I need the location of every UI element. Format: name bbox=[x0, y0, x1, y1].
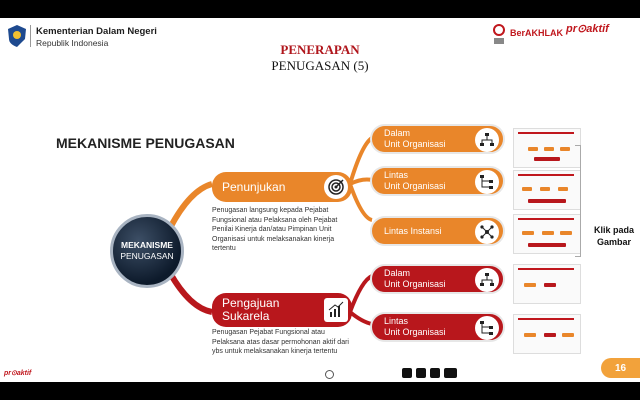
thumbnail-4[interactable] bbox=[513, 264, 581, 304]
sub-dalam-unit-2[interactable] bbox=[370, 264, 505, 294]
target-icon bbox=[324, 175, 348, 199]
org-subtitle: Republik Indonesia bbox=[36, 38, 109, 48]
footer-proaktif-logo: pr⊙aktif bbox=[4, 370, 32, 377]
thumbnail-5[interactable] bbox=[513, 314, 581, 354]
branch-penunjukan[interactable] bbox=[212, 172, 352, 202]
hierarchy-icon bbox=[475, 316, 499, 340]
proaktif-logo: pr⊙aktif bbox=[566, 23, 609, 35]
branch-pengajuan-sukarela[interactable] bbox=[212, 293, 352, 327]
youtube-icon[interactable] bbox=[444, 368, 457, 378]
sub-label-1: Dalam bbox=[384, 268, 411, 278]
slide-subtitle: PENUGASAN (5) bbox=[271, 58, 369, 73]
center-label-1: MEKANISME bbox=[121, 240, 173, 250]
section-title: MEKANISME PENUGASAN bbox=[56, 135, 235, 151]
sub-label-2: Unit Organisasi bbox=[384, 327, 446, 337]
org-chart-icon bbox=[475, 268, 499, 292]
facebook-icon[interactable] bbox=[402, 368, 412, 378]
instagram-icon[interactable] bbox=[430, 368, 440, 378]
sub-lintas-instansi[interactable] bbox=[370, 216, 505, 246]
sub-lintas-unit-1[interactable] bbox=[370, 166, 505, 196]
thumbnail-1[interactable] bbox=[513, 128, 581, 168]
berakhlak-logo: BerAKHLAK bbox=[510, 28, 564, 38]
thumbnail-bracket bbox=[575, 145, 581, 257]
center-node bbox=[110, 214, 184, 288]
twitter-icon[interactable] bbox=[416, 368, 426, 378]
sub-label-2: Unit Organisasi bbox=[384, 181, 446, 191]
thumbnail-3[interactable] bbox=[513, 214, 581, 254]
sub-dalam-unit-1[interactable] bbox=[370, 124, 505, 154]
sub-lintas-unit-2[interactable] bbox=[370, 312, 505, 342]
sub-label-1: Lintas bbox=[384, 316, 409, 326]
branch-pengajuan-label-2: Sukarela bbox=[222, 309, 270, 323]
hierarchy-icon bbox=[475, 170, 499, 194]
globe-icon[interactable] bbox=[325, 370, 334, 379]
click-instruction: Klik pada Gambar bbox=[593, 225, 634, 247]
slide bbox=[0, 18, 640, 382]
thumbnail-2[interactable] bbox=[513, 170, 581, 210]
center-label-2: PENUGASAN bbox=[120, 251, 174, 261]
org-chart-icon bbox=[475, 128, 499, 152]
sub-label-2: Unit Organisasi bbox=[384, 279, 446, 289]
branch-pengajuan-description: Penugasan Pejabat Fungsional atau Pelaksana atas dasar permohonan aktif dari ybs untuk melaksanakan kinerja tertentu bbox=[212, 329, 349, 355]
sub-label-2: Unit Organisasi bbox=[384, 139, 446, 149]
sub-label-1: Dalam bbox=[384, 128, 411, 138]
sub-label-1: Lintas Instansi bbox=[384, 225, 442, 236]
org-name: Kementerian Dalam Negeri bbox=[36, 26, 157, 37]
sub-label-1: Lintas bbox=[384, 170, 409, 180]
branch-penunjukan-label: Penunjukan bbox=[222, 180, 286, 194]
branch-penunjukan-description: Penugasan langsung kepada Pejabat Fungsional atau Pelaksana oleh Pejabat Penilai Kinerja dan/atau Pimpinan Unit Organisasi untuk melaksanakan kinerja tertentu bbox=[212, 207, 338, 252]
slide-title: PENERAPAN bbox=[280, 42, 360, 57]
page-number: 16 bbox=[601, 358, 640, 378]
branch-pengajuan-label-1: Pengajuan bbox=[222, 296, 280, 310]
chart-up-icon bbox=[324, 298, 348, 322]
network-icon bbox=[475, 220, 499, 244]
